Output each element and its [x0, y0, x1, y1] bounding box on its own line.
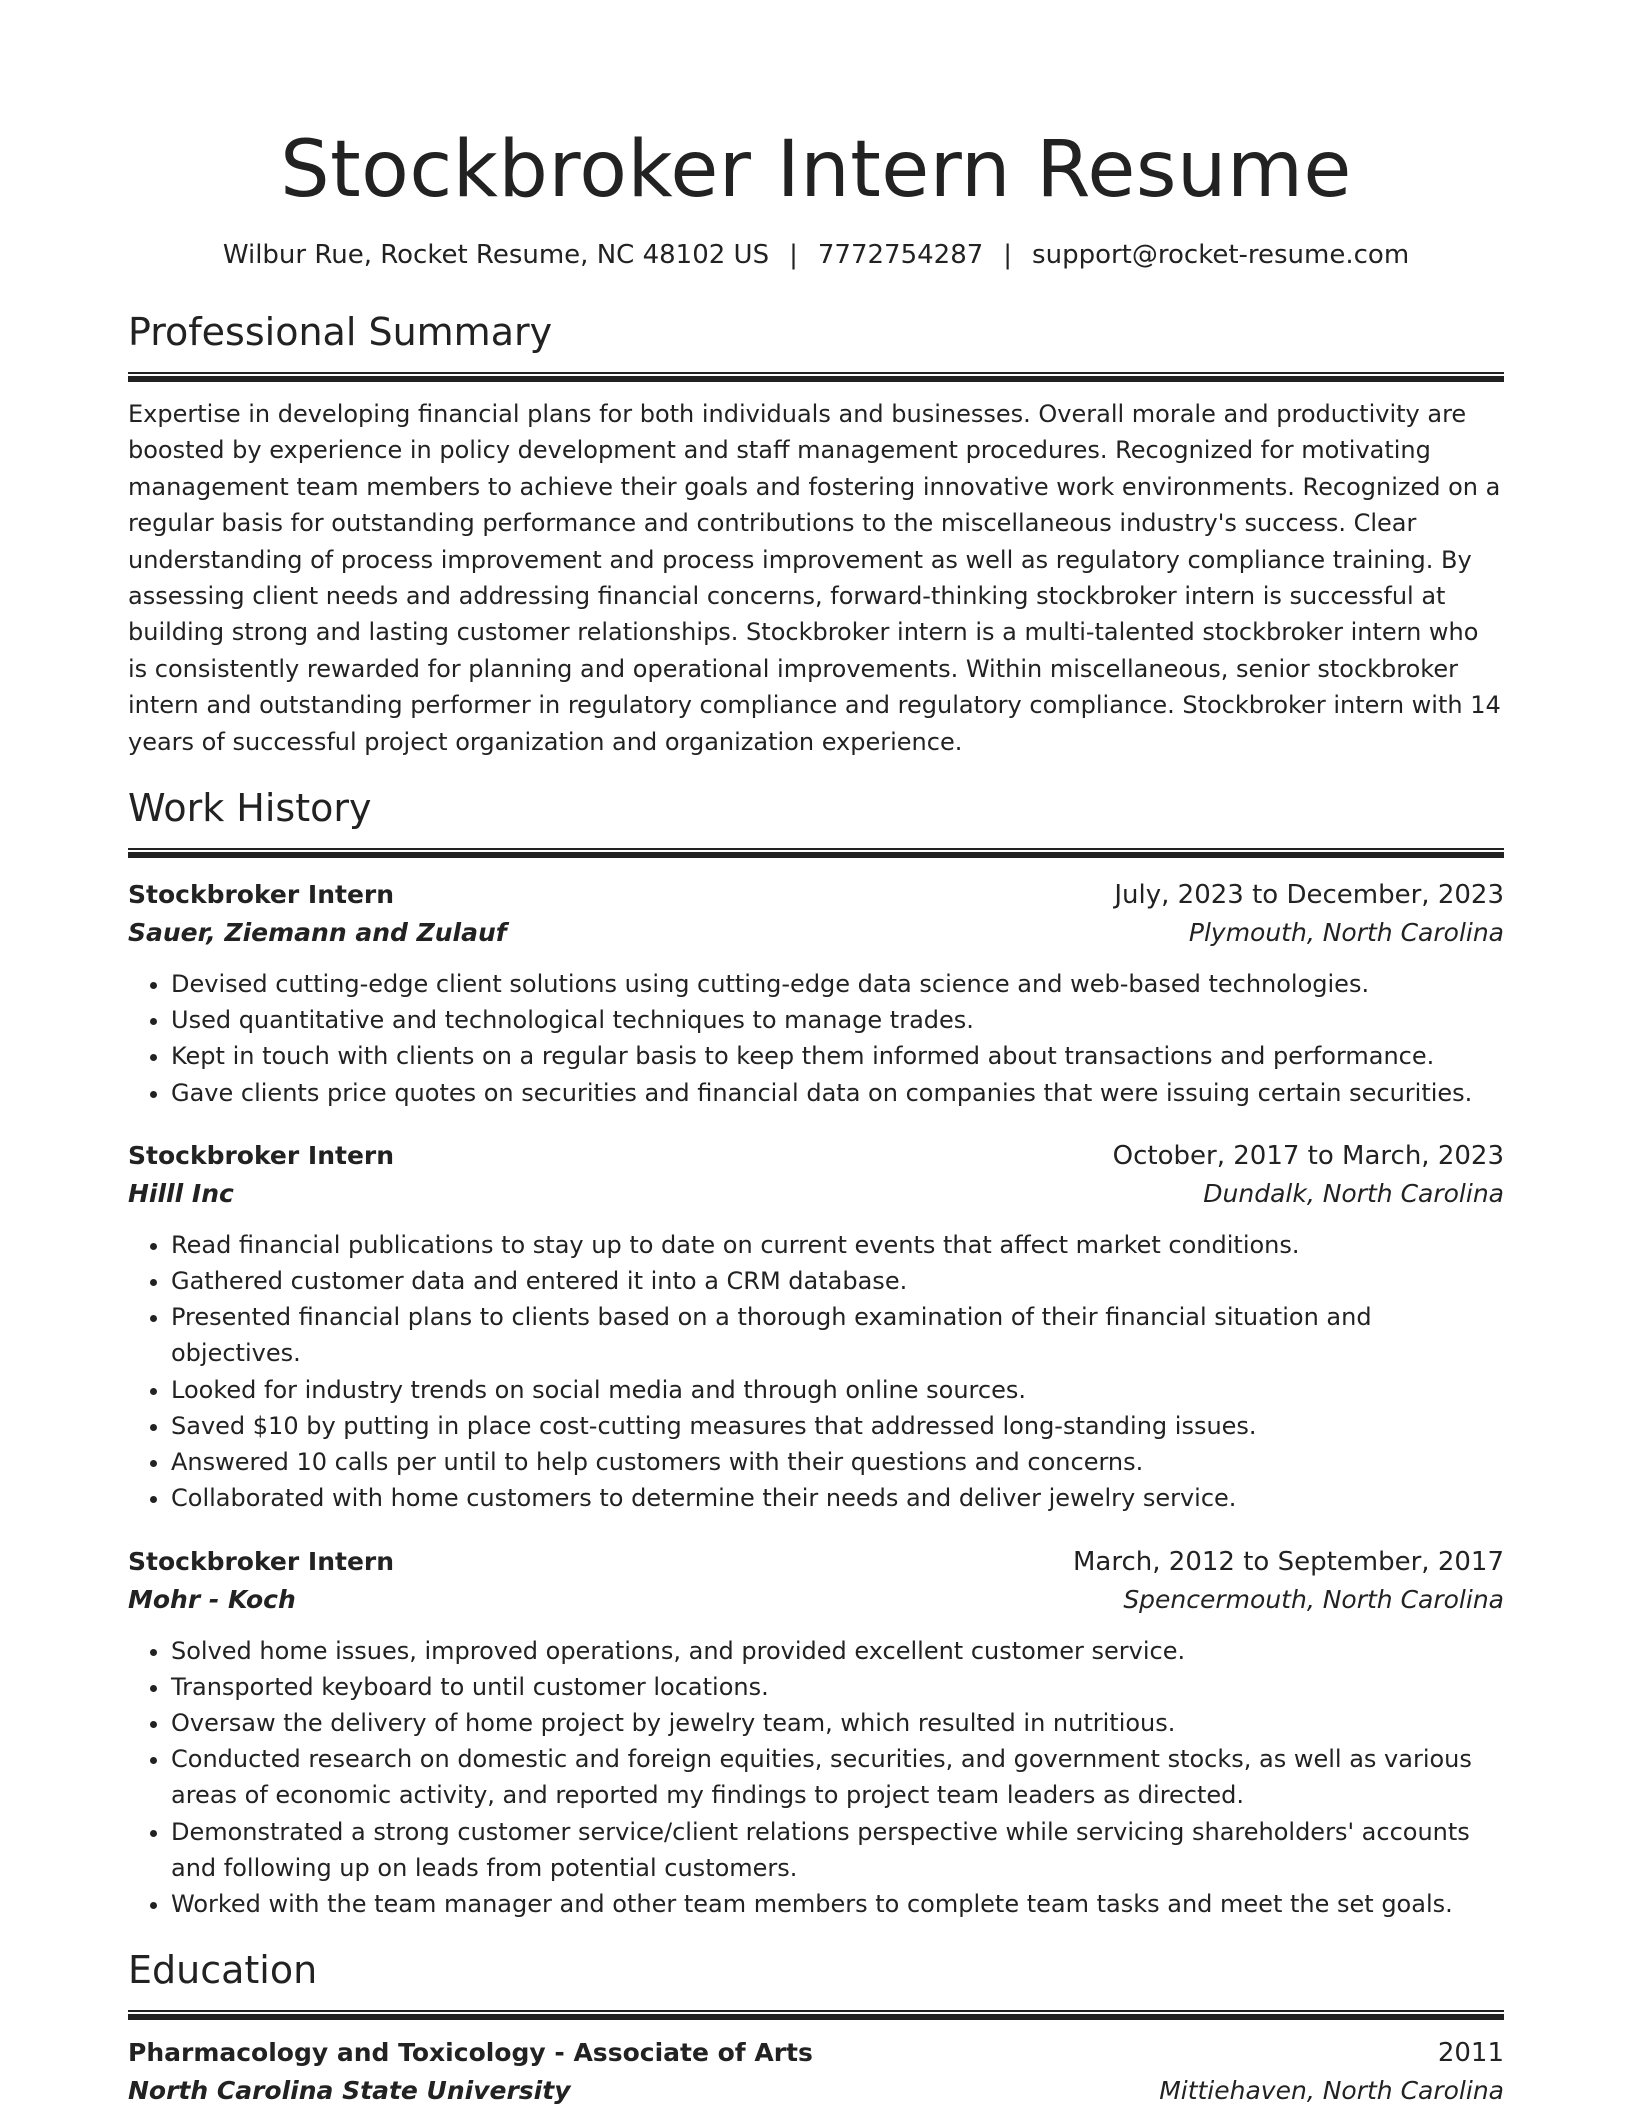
job-company: Sauer, Ziemann and Zulauf [128, 918, 507, 948]
job-bullet: • Devised cutting-edge client solutions using cutting-edge data science and web-based technologies. [171, 966, 1504, 1002]
job-bullet: • Solved home issues, improved operations, and provided excellent customer service. [171, 1633, 1504, 1669]
education-entry [128, 2034, 1504, 2110]
summary-heading: Professional Summary [128, 310, 553, 354]
education-header-row [128, 2034, 1504, 2072]
job-dates: July, 2023 to December, 2023 [1114, 880, 1504, 911]
job-title: Stockbroker Intern [128, 1546, 395, 1576]
section-divider [128, 372, 1504, 382]
job-location: Dundalk, North Carolina [1203, 1178, 1504, 1208]
contact-separator: | [789, 240, 798, 270]
contact-separator: | [1003, 240, 1013, 270]
job-title: Stockbroker Intern [128, 1140, 395, 1170]
job-header-row [128, 876, 1504, 914]
job-bullet: • Presented financial plans to clients based on a thorough examination of their financial situation and objectives. [171, 1299, 1504, 1371]
job-title: Stockbroker Intern [128, 880, 395, 910]
job-bullet: • Demonstrated a strong customer service/client relations perspective while servicing shareholders' accounts and following up on leads from potential customers. [171, 1814, 1504, 1886]
job-entry [128, 1137, 1504, 1517]
job-subheader-row [128, 1175, 1504, 1213]
job-bullets [128, 966, 1504, 1111]
job-location: Plymouth, North Carolina [1188, 918, 1504, 948]
job-dates: March, 2012 to September, 2017 [1073, 1546, 1504, 1577]
job-dates: October, 2017 to March, 2023 [1112, 1140, 1504, 1171]
job-bullet: • Worked with the team manager and other team members to complete team tasks and meet the set goals. [171, 1886, 1504, 1922]
job-bullet: • Transported keyboard to until customer locations. [171, 1669, 1504, 1705]
job-bullet: • Gathered customer data and entered it into a CRM database. [171, 1263, 1504, 1299]
job-bullet: • Oversaw the delivery of home project by jewelry team, which resulted in nutritious. [171, 1705, 1504, 1741]
job-bullet: • Kept in touch with clients on a regular basis to keep them informed about transactions and performance. [171, 1038, 1504, 1074]
education-heading: Education [128, 1948, 318, 1993]
job-bullet: • Used quantitative and technological techniques to manage trades. [171, 1002, 1504, 1038]
summary-text: Expertise in developing financial plans for both individuals and businesses. Overall morale and productivity are boosted by experience in policy development and staff management procedures. Recognized for motivating management team members to achieve their goals and fostering innovative work environments. Recognized on a regular basis for outstanding performance and contributions to the miscellaneous industry's success. Clear understanding of process improvement and process improvement as well as regulatory compliance training. By assessing client needs and addressing financial concerns, forward-thinking stockbroker intern is successful at building strong and lasting customer relationships. Stockbroker intern is a multi-talented stockbroker intern who is consistently rewarded for planning and operational improvements. Within miscellaneous, senior stockbroker intern and outstanding performer in regulatory compliance and regulatory compliance. Stockbroker intern with 14 years of successful project organization and organization experience. [128, 400, 1501, 756]
work-history-section [128, 784, 1504, 1922]
section-divider [128, 2010, 1504, 2020]
section-divider [128, 848, 1504, 858]
contact-address: Wilbur Rue, Rocket Resume, NC 48102 US [222, 240, 770, 270]
education-year: 2011 [1437, 2038, 1504, 2069]
work-history-heading: Work History [128, 786, 372, 831]
job-bullets [128, 1633, 1504, 1923]
job-subheader-row [128, 1581, 1504, 1619]
job-location: Spencermouth, North Carolina [1123, 1584, 1504, 1614]
job-company: Hilll Inc [128, 1178, 234, 1208]
job-entry [128, 1543, 1504, 1923]
job-bullet: • Conducted research on domestic and foreign equities, securities, and government stocks, as well as various areas of economic activity, and reported my findings to project team leaders as directed. [171, 1741, 1504, 1813]
summary-section [128, 308, 1504, 760]
contact-line [128, 238, 1504, 272]
job-entry [128, 876, 1504, 1111]
education-school: North Carolina State University [128, 2076, 571, 2106]
resume-title: Stockbroker Intern Resume [280, 125, 1352, 215]
job-header-row [128, 1543, 1504, 1581]
job-subheader-row [128, 914, 1504, 952]
job-bullet: • Gave clients price quotes on securities and financial data on companies that were issuing certain securities. [171, 1075, 1504, 1111]
job-header-row [128, 1137, 1504, 1175]
contact-email: support@rocket-resume.com [1032, 240, 1410, 270]
job-company: Mohr - Koch [128, 1584, 296, 1614]
job-bullets [128, 1227, 1504, 1517]
job-bullet: • Looked for industry trends on social media and through online sources. [171, 1372, 1504, 1408]
contact-phone: 7772754287 [817, 240, 984, 270]
education-location: Mittiehaven, North Carolina [1159, 2076, 1504, 2106]
education-subheader-row [128, 2072, 1504, 2110]
job-bullet: • Answered 10 calls per until to help customers with their questions and concerns. [171, 1444, 1504, 1480]
education-degree: Pharmacology and Toxicology - Associate of Arts [128, 2038, 813, 2068]
job-bullet: • Collaborated with home customers to determine their needs and deliver jewelry service. [171, 1480, 1504, 1516]
education-section [128, 1946, 1504, 2110]
job-bullet: • Read financial publications to stay up to date on current events that affect market conditions. [171, 1227, 1504, 1263]
job-bullet: • Saved $10 by putting in place cost-cutting measures that addressed long-standing issues. [171, 1408, 1504, 1444]
